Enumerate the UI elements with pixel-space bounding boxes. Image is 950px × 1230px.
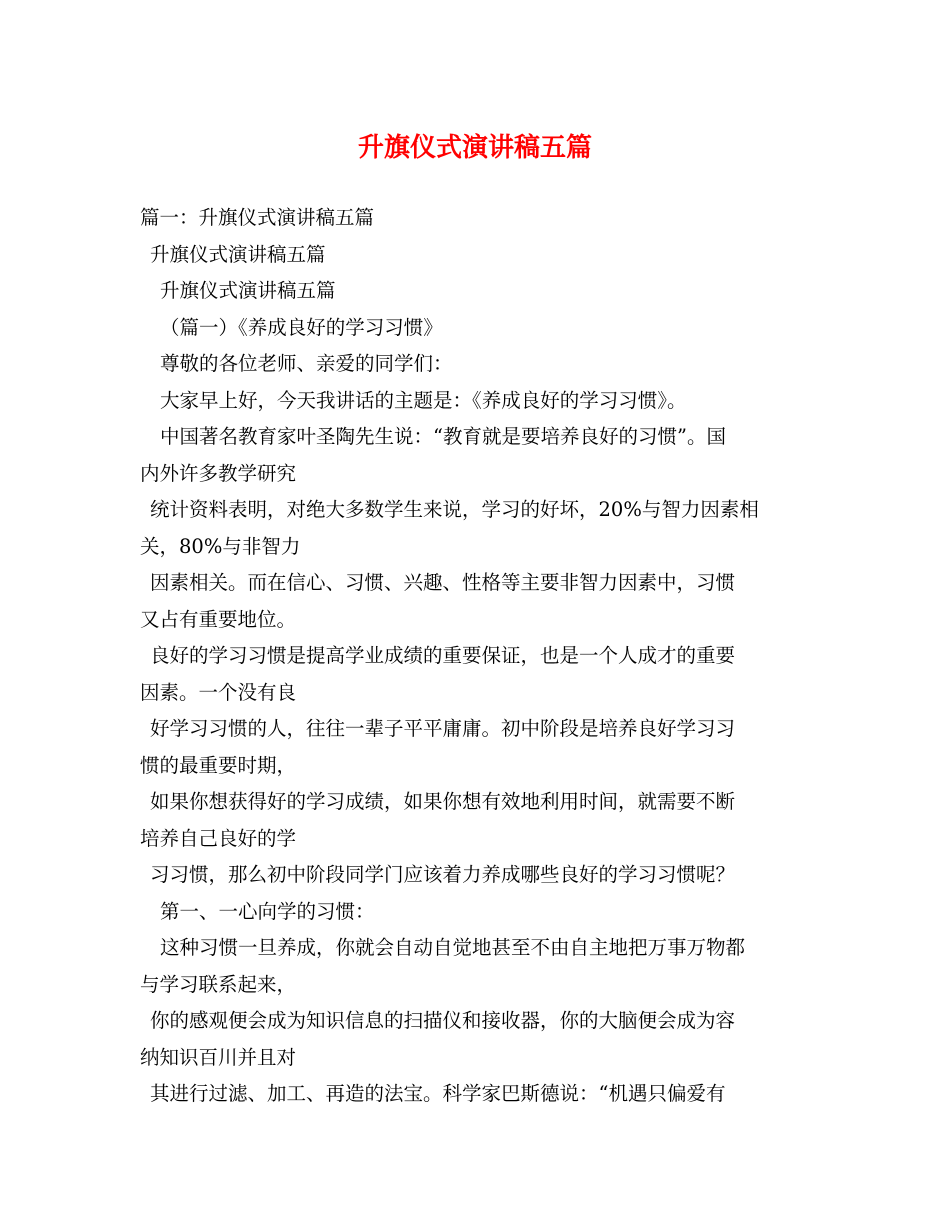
body-line: 纳知识百川并且对 [140, 1045, 297, 1069]
document-body [140, 200, 815, 1113]
body-line: 其进行过滤、加工、再造的法宝。科学家巴斯德说：“机遇只偏爱有 [150, 1082, 726, 1105]
body-line: 篇一：升旗仪式演讲稿五篇 [140, 206, 375, 229]
body-line: 与学习联系起来， [140, 972, 297, 996]
document-title: 升旗仪式演讲稿五篇 [357, 133, 592, 163]
body-line: 内外许多教学研究 [140, 461, 297, 485]
body-line: 如果你想获得好的学习成绩，如果你想有效地利用时间，就需要不断 [150, 790, 736, 813]
body-line: 因素相关。而在信心、习惯、兴趣、性格等主要非智力因素中，习惯 [150, 571, 736, 594]
body-line: 升旗仪式演讲稿五篇 [160, 279, 336, 302]
body-line: 中国著名教育家叶圣陶先生说：“教育就是要培养良好的习惯”。国 [160, 425, 726, 448]
body-line: 良好的学习习惯是提高学业成绩的重要保证，也是一个人成才的重要 [150, 644, 736, 667]
body-line: 统计资料表明，对绝大多数学生来说，学习的好坏，20%与智力因素相 [150, 498, 759, 521]
body-line: （篇一）《养成良好的学习习惯》 [160, 315, 443, 339]
body-line: 升旗仪式演讲稿五篇 [150, 242, 326, 266]
body-line: 尊敬的各位老师、亲爱的同学们： [160, 352, 453, 375]
body-line: 惯的最重要时期， [140, 753, 297, 777]
body-line: 习习惯，那么初中阶段同学门应该着力养成哪些良好的学习习惯呢？ [150, 863, 736, 886]
body-line: 又占有重要地位。 [140, 607, 297, 631]
body-line: 关，80%与非智力 [140, 534, 301, 558]
body-line: 你的感观便会成为知识信息的扫描仪和接收器，你的大脑便会成为容 [150, 1009, 736, 1032]
body-line: 大家早上好，今天我讲话的主题是：《养成良好的学习习惯》。 [160, 388, 687, 412]
body-line: 第一、一心向学的习惯： [160, 899, 375, 923]
body-line: 因素。一个没有良 [140, 680, 297, 704]
body-line: 培养自己良好的学 [140, 826, 297, 850]
body-line: 这种习惯一旦养成，你就会自动自觉地甚至不由自主地把万事万物都 [160, 936, 746, 959]
body-line: 好学习习惯的人，往往一辈子平平庸庸。初中阶段是培养良好学习习 [150, 717, 736, 740]
